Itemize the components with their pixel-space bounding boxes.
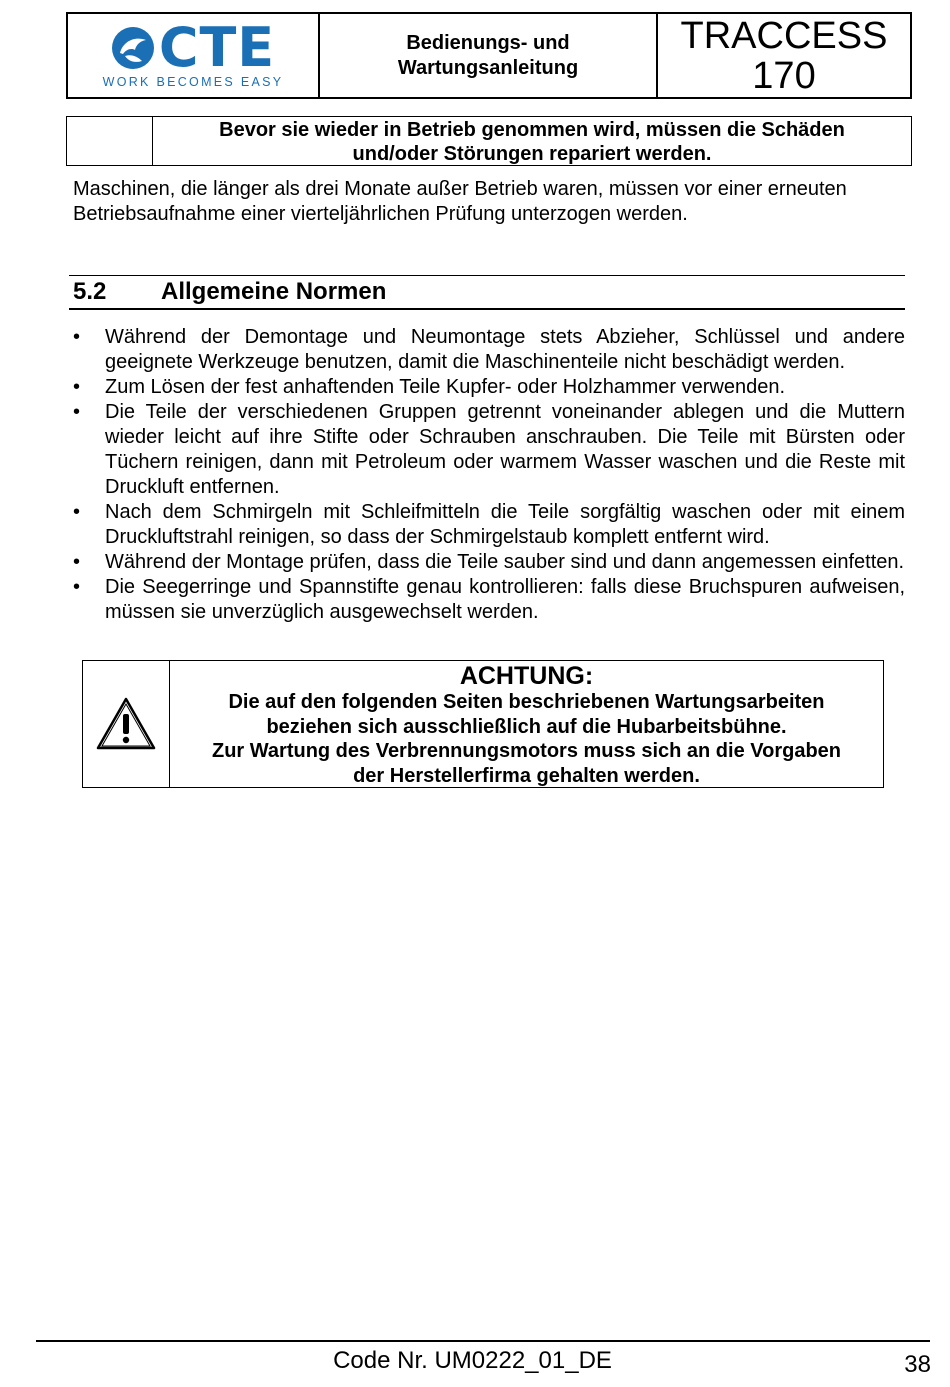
manual-title-line1: Bedienungs- und: [406, 31, 570, 54]
warning-line1: Die auf den folgenden Seiten beschriebenen Wartungsarbeiten: [228, 691, 825, 713]
inspection-paragraph: Maschinen, die länger als drei Monate außer Betrieb waren, müssen vor einer erneuten Betriebsaufnahme einer vierteljährlichen Prüfung unterzogen werden.: [73, 178, 847, 225]
cte-logo: [102, 15, 284, 89]
model-cell: [658, 14, 910, 97]
repair-notice-line1: Bevor sie wieder in Betrieb genommen wird, müssen die Schäden: [219, 119, 845, 141]
model-number: 170: [752, 54, 816, 97]
logo-cell: [68, 14, 320, 97]
repair-notice-text: [153, 117, 911, 165]
manual-title-cell: [320, 14, 658, 97]
document-header: [66, 12, 912, 99]
warning-text: [170, 661, 883, 787]
list-item: • Zum Lösen der fest anhaftenden Teile Kupfer- oder Holzhammer verwenden.: [69, 375, 905, 400]
general-rules-list: [69, 325, 905, 625]
repair-notice-box: [66, 116, 912, 166]
document-code: Code Nr. UM0222_01_DE: [333, 1347, 612, 1374]
repair-notice-line2: und/oder Störungen repariert werden.: [352, 143, 712, 165]
warning-line2: beziehen sich ausschließlich auf die Hubarbeitsbühne.: [266, 715, 787, 738]
list-item: • Während der Montage prüfen, dass die Teile sauber sind und dann angemessen einfetten.: [69, 550, 905, 575]
dolphin-logo-icon: [111, 26, 155, 70]
footer-divider: [36, 1340, 930, 1342]
section-title: Allgemeine Normen: [161, 278, 387, 305]
page-number: 38: [904, 1351, 931, 1378]
list-item: • Während der Demontage und Neumontage stets Abzieher, Schlüssel und andere geeignete Werkzeuge benutzen, damit die Maschinenteile nicht beschädigt werden.: [69, 325, 905, 375]
list-item: • Die Seegerringe und Spannstifte genau kontrollieren: falls diese Bruchspuren aufweisen, müssen sie unverzüglich ausgewechselt werden.: [69, 575, 905, 625]
warning-triangle-icon: [95, 696, 157, 752]
logo-tagline: WORK BECOMES EASY: [102, 74, 284, 89]
notice-icon-cell: [67, 117, 153, 165]
warning-line4: der Herstellerfirma gehalten werden.: [353, 764, 700, 787]
logo-wordmark: CTE: [158, 15, 276, 79]
list-item: • Die Teile der verschiedenen Gruppen getrennt voneinander ablegen und die Muttern wieder leicht auf ihre Stifte oder Schrauben anschrauben. Die Teile mit Bürsten oder Tüchern reinigen, dann mit Petroleum oder warmem Wasser waschen und die Reste mit Druckluft entfernen.: [69, 400, 905, 500]
warning-line3: Zur Wartung des Verbrennungsmotors muss sich an die Vorgaben: [212, 740, 841, 762]
model-name: TRACCESS: [680, 14, 888, 57]
list-item: • Nach dem Schmirgeln mit Schleifmitteln die Teile sorgfältig waschen oder mit einem Druckluftstrahl reinigen, so dass der Schmirgelstaub komplett entfernt wird.: [69, 500, 905, 550]
manual-title-line2: Wartungsanleitung: [397, 56, 579, 79]
section-heading: [69, 275, 905, 310]
warning-box: [82, 660, 884, 788]
warning-icon-cell: [83, 661, 170, 787]
section-number: 5.2: [73, 278, 107, 305]
warning-heading: ACHTUNG:: [459, 662, 594, 690]
